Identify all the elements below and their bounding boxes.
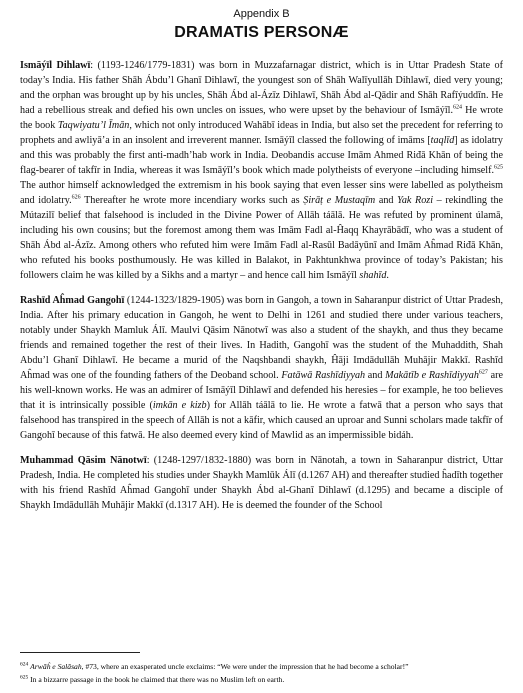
footnote-number: 624: [20, 661, 29, 668]
page-body: [20, 8, 503, 523]
entry-ismail-dihlawi: Ismāýīl Dihlawī: (1193-1246/1779-1831) was born in Muzzafarnagar district, which is in Uttar Pradesh State of today’s India. His father Shāh Ábdu’l Ghanī Dihlawī, the youngest son of Shāh Walīyullāh Dihlawī, died very young; and the orphan was brought up by his uncles, Shāh Ábd al-Ázīz Dihlawī, Shāh Ábd al-Qādir and Shāh Rafīýuddīn. He had a rebellious streak and defied his own uncles on issues, who were upset by the behaviour of Ismāýīl.$^{624}$ He wrote the book Taqwiyatu’l Īmān, which not only introduced Wahābī ideas in India, but also set the precedent for referring to prophets and awliyā’a in an insolent and irreverent manner. Ismāýīl classed the following of imāms [taqlīd] as idolatry and this was probably the first anti-madh’hab work in India. Deobandis accuse Imām Ahmed Riđā Khān of being the flag-bearer of takfīr in India, whereas it was Ismāýīl’s book which made polytheists of everyone –including himself.$^{625}$ The author himself acknowledged the extremism in his book saying that even lesser sins were labelled as polytheism and idolatry.$^{626}$ Thereafter he wrote more incendiary works such as Ṣirāṭ e Mustaqīm and Yak Rozi – rekindling the Mútazilī belief that falsehood is included in the Divine Power of Allāh táālā. He was refuted by prominent úlamā, including his own cousins; but the foremost among them was Imām Fadl al-Ĥaqq Khayrābādī, who was a student of Shāh Ábd al-Ázīz. Among others who refuted him were Imām Fadl al-Rasūl Badāyūnī and Imām Aĥmad Riđā Khān, who refuted his books posthumously. He was killed in Balakot, in Pakhtunkhwa province of today’s Pakistan; his followers claim he was killed by a Sikhs and a martyr – and hence call him Ismāýīl shahīd.: [20, 60, 503, 281]
footnote-divider: [20, 652, 140, 653]
footnote-ref[interactable]: 627: [478, 369, 488, 376]
book-title: Yak Rozi: [397, 195, 434, 206]
entry-name: Ismāýīl Dihlawī: [20, 60, 91, 71]
book-title: Ṣirāṭ e Mustaqīm: [303, 195, 376, 206]
book-title: Fatāwā Rashīdiyyah: [281, 370, 366, 381]
entry-rashid-gangohi: Rashīd Aĥmad Gangohī (1244-1323/1829-1905) was born in Gangoh, a town in Saharanpur district of Uttar Pradesh, India. After his primary education in Gangoh, he went to Delhi in 1261 and studied there under various teachers, notably under Shaykh Mamluk Álī. Maulvi Qāsim Nānotwī was also a student of the shaykh, and thus they became friends and remained together the rest of their lives. In Hadith, Gangohī was the student of the Muhaddith, Shah Abdu’l Ghanī Dihlawī. He became a murid of the Naqshbandi shaykh, Ĥāji Imdādullāh Muhājir Makkī. Rashīd Aĥmad was one of the founding fathers of the Deoband school. Fatāwā Rashīdiyyah and Makātīb e Rashīdiyyah$^{627}$ are his well-known works. He was an admirer of Ismāýīl Dihlawī and defended his heresies – for example, he too believes that it is intrinsically possible (imkān e kizb) for Allāh táālā to lie. He wrote a fatwā that a person who says that falsehood has transpired in the speech of Allāh is not a kāfir, which caused an uproar and Sunni scholars made takfīr of Gangohī because of this fatwā. He also deemed every kind of Mawlid as an impermissible bidáh.: [20, 295, 503, 441]
footnote-ref[interactable]: 625: [494, 164, 503, 171]
entry-qasim-nanotwi: Muhammad Qāsim Nānotwī: (1248-1297/1832-1880) was born in Nānotah, a town in Saharanpur district, Uttar Pradesh, India. He completed his studies under Shaykh Mamlūk Álī (d.1267 AH) and thereafter studied ĥadīth together with his friend Rashīd Aĥmad Gangohī under Shaykh Ábd al-Ghanī Dihlawī (d.1295) and became a disciple of Shaykh Imdādullāh Muhājir Makkī (d.1317 AH). He is deemed the founder of the School: [20, 455, 503, 511]
entry-name: Rashīd Aĥmad Gangohī: [20, 295, 125, 306]
entry-name: Muhammad Qāsim Nānotwī: [20, 455, 147, 466]
footnotes: [20, 660, 503, 686]
footnote-ref[interactable]: 626: [71, 194, 81, 201]
footnote-item: $^{625}$ In a bizzarre passage in the book he claimed that there was no Muslim left on earth.: [20, 674, 285, 684]
book-title: Taqwiyatu’l Īmān: [57, 120, 130, 131]
footnote-number: 625: [20, 674, 29, 681]
book-title: Makātīb e Rashīdiyyah: [385, 370, 479, 381]
footnote-item: $^{624}$ Arwāĥ e Salāsah, #73, where an exasperated uncle exclaims: “We were under the impression that he had become a scholar!”: [20, 661, 409, 671]
appendix-label: Appendix B: [233, 8, 290, 20]
page-title: DRAMATIS PERSONÆ: [174, 24, 349, 41]
footnote-ref[interactable]: 624: [453, 104, 463, 111]
